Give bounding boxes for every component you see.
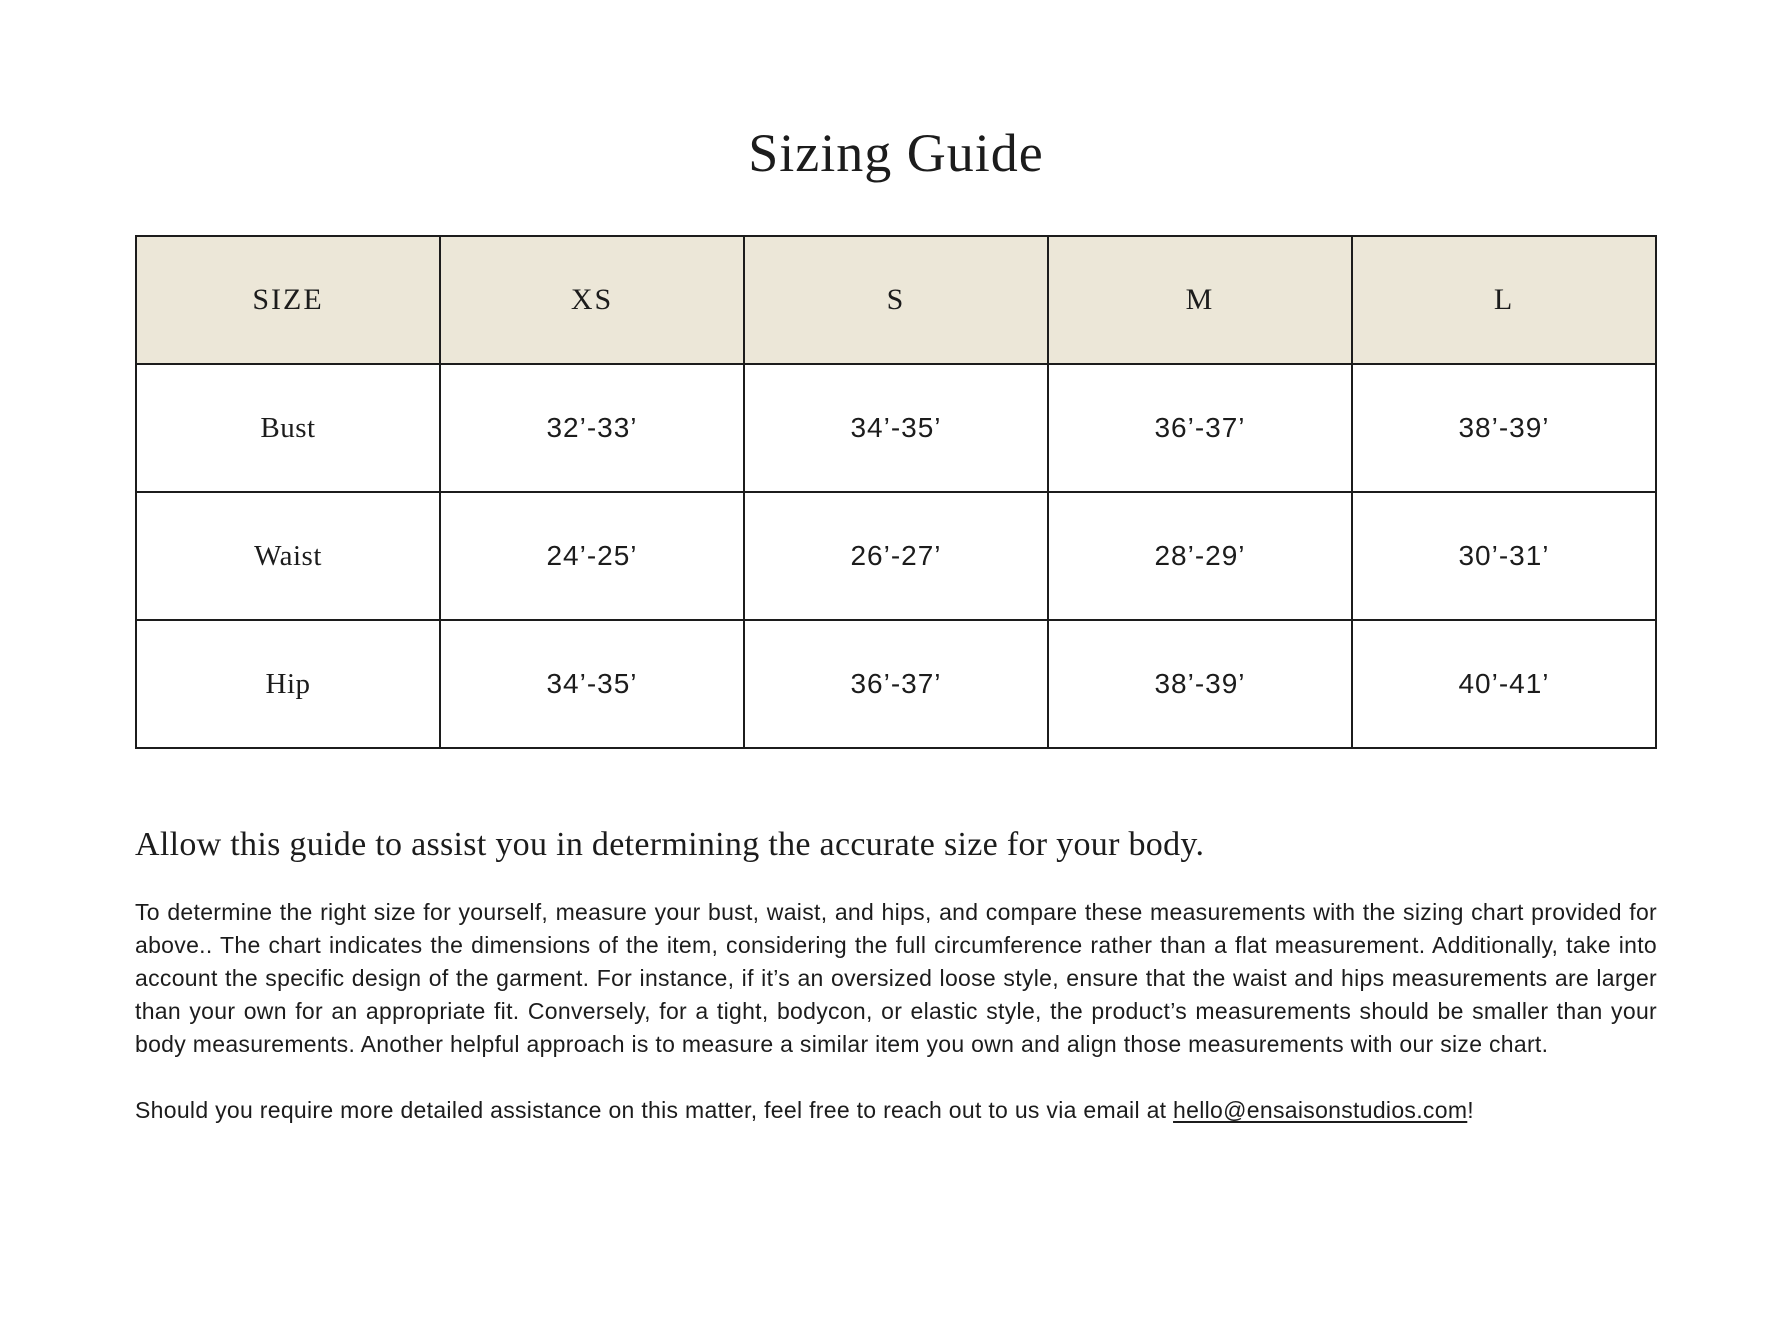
cell-bust-s: 34’-35’ <box>744 364 1048 492</box>
cell-bust-l: 38’-39’ <box>1352 364 1656 492</box>
email-link[interactable]: hello@ensaisonstudios.com <box>1173 1097 1468 1124</box>
instructions-paragraph: To determine the right size for yourself, measure your bust, waist, and hips, and compare these measurements with the sizing chart provided for above.. The chart indicates the dimensions of the item, considering the full circumference rather than a flat measurement. Additionally, take into account the specific design of the garment. For instance, if it’s an oversized loose style, ensure that the waist and hips measurements are larger than your own for an appropriate fit. Conversely, for a tight, bodycon, or elastic style, the product’s measurements should be smaller than your body measurements. Another helpful approach is to measure a similar item you own and align those measurements with our size chart. <box>135 899 1657 1058</box>
cell-hip-xs: 34’-35’ <box>440 620 744 748</box>
row-label-hip: Hip <box>136 620 440 748</box>
sizing-guide-page <box>135 0 1657 1127</box>
contact-suffix: ! <box>1467 1097 1474 1124</box>
cell-hip-s: 36’-37’ <box>744 620 1048 748</box>
table-row-bust <box>136 364 1656 492</box>
cell-waist-m: 28’-29’ <box>1048 492 1352 620</box>
table-header-row <box>136 236 1656 364</box>
cell-waist-xs: 24’-25’ <box>440 492 744 620</box>
table-row-waist <box>136 492 1656 620</box>
subheading: Allow this guide to assist you in determining the accurate size for your body. <box>135 826 1205 864</box>
cell-waist-l: 30’-31’ <box>1352 492 1656 620</box>
contact-paragraph <box>135 1094 1657 1127</box>
cell-hip-m: 38’-39’ <box>1048 620 1352 748</box>
cell-bust-m: 36’-37’ <box>1048 364 1352 492</box>
col-header-l: L <box>1352 236 1656 364</box>
cell-bust-xs: 32’-33’ <box>440 364 744 492</box>
size-chart-table <box>135 235 1657 749</box>
page-title: Sizing Guide <box>748 123 1044 183</box>
col-header-xs: XS <box>440 236 744 364</box>
cell-hip-l: 40’-41’ <box>1352 620 1656 748</box>
contact-text: Should you require more detailed assistance on this matter, feel free to reach out to us via email at <box>135 1097 1174 1124</box>
table-row-hip <box>136 620 1656 748</box>
row-label-bust: Bust <box>136 364 440 492</box>
col-header-m: M <box>1048 236 1352 364</box>
col-header-s: S <box>744 236 1048 364</box>
col-header-size: SIZE <box>136 236 440 364</box>
cell-waist-s: 26’-27’ <box>744 492 1048 620</box>
row-label-waist: Waist <box>136 492 440 620</box>
